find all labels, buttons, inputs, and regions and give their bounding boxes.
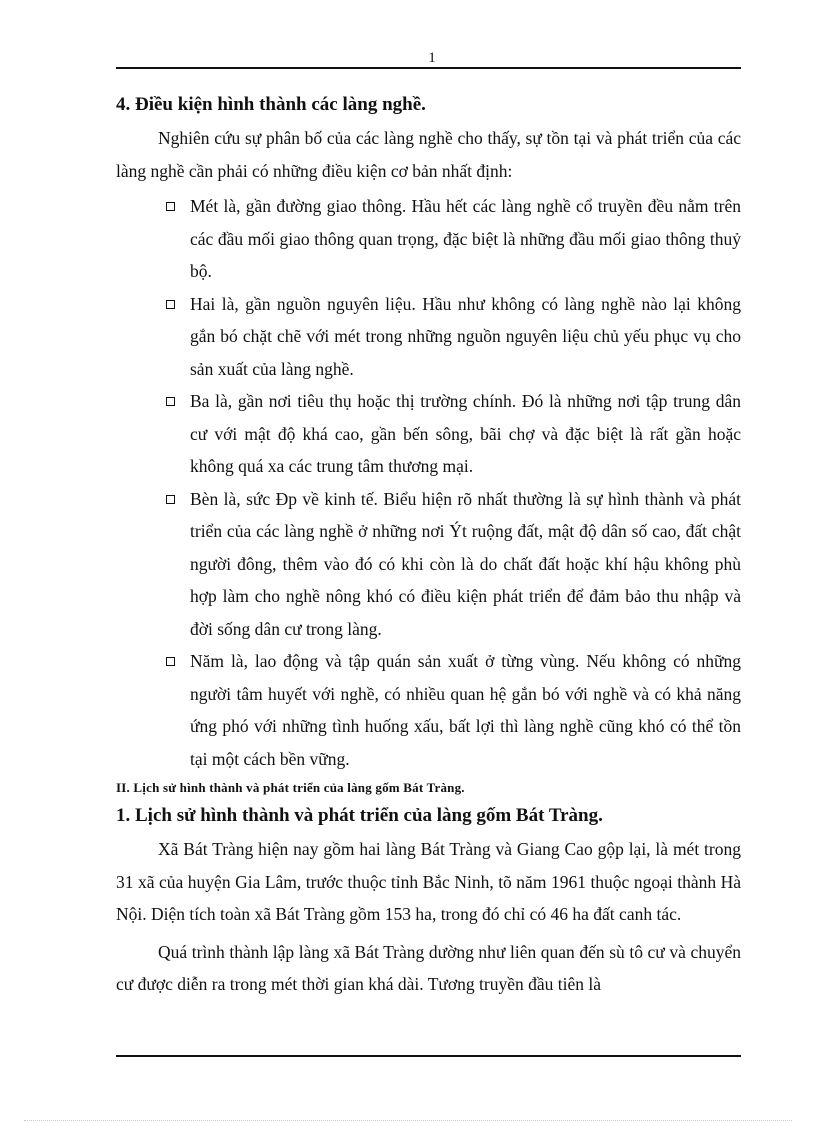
section-II-heading: II. Lịch sử hình thành và phát triển của làng gốm Bát Tràng.: [116, 780, 465, 795]
square-bullet-icon: [166, 657, 175, 666]
square-bullet-icon: [166, 495, 175, 504]
list-item: [116, 385, 741, 483]
section-4-heading: 4. Điều kiện hình thành các làng nghề.: [116, 94, 426, 115]
document-body: [116, 88, 741, 1001]
header-rule: [116, 67, 741, 69]
section-4-intro: Nghiên cứu sự phân bố của các làng nghề cho thấy, sự tồn tại và phát triển của các làng nghề cần phải có những điều kiện cơ bản nhất định:: [116, 128, 741, 181]
section-1-paragraph: Xã Bát Tràng hiện nay gồm hai làng Bát Tràng và Giang Cao gộp lại, là mét trong 31 xã của huyện Gia Lâm, trước thuộc tỉnh Bắc Ninh, tõ năm 1961 thuộc ngoại thành Hà Nội. Diện tích toàn xã Bát Tràng gồm 153 ha, trong đó chỉ có 46 ha đất canh tác.: [116, 839, 741, 924]
footer-rule: [116, 1055, 741, 1057]
list-item-text: Hai là, gần nguồn nguyên liệu. Hầu như không có làng nghề nào lại không gắn bó chặt chẽ với mét trong những nguồn nguyên liệu chủ yếu phục vụ cho sản xuất của làng nghề.: [190, 293, 741, 379]
list-item: [116, 645, 741, 775]
square-bullet-icon: [166, 300, 175, 309]
square-bullet-icon: [166, 397, 175, 406]
list-item: [116, 190, 741, 288]
page-bottom-border: [24, 1120, 792, 1121]
list-item-text: Năm là, lao động và tập quán sản xuất ở từng vùng. Nếu không có những người tâm huyết với nghề, có nhiều quan hệ gắn bó với nghề và có khả năng ứng phó với những tình huống xấu, bất lợi thì làng nghề cũng khó có thể tồn tại một cách bền vững.: [190, 651, 741, 769]
conditions-list: [116, 190, 741, 775]
list-item-text: Ba là, gần nơi tiêu thụ hoặc thị trường chính. Đó là những nơi tập trung dân cư với mật độ khá cao, gần bến sông, bãi chợ và đặc biệt là rất gần hoặc không quá xa các trung tâm thương mại.: [190, 391, 741, 476]
section-1-heading: 1. Lịch sử hình thành và phát triển của làng gốm Bát Tràng.: [116, 805, 603, 826]
square-bullet-icon: [166, 202, 175, 211]
list-item-text: Mét là, gần đường giao thông. Hầu hết các làng nghề cổ truyền đều nằm trên các đầu mối giao thông quan trọng, đặc biệt là những đầu mối giao thông thuỷ bộ.: [190, 196, 741, 281]
list-item-text: Bèn là, sức Ðp về kinh tế. Biểu hiện rõ nhất thường là sự hình thành và phát triển của các làng nghề ở những nơi Ýt ruộng đất, mật độ dân số cao, đất chật người đông, thêm vào đó có khi còn là do chất đất hoặc khí hậu không phù hợp làm cho nghề nông khó có điều kiện phát triển để đảm bảo thu nhập và đời sống dân cư trong làng.: [190, 488, 741, 639]
page-number: 1: [428, 50, 436, 66]
list-item: [116, 483, 741, 646]
section-1-paragraph: Quá trình thành lập làng xã Bát Tràng dường như liên quan đến sù tô cư và chuyển cư được diễn ra trong mét thời gian khá dài. Tương truyền đầu tiên là: [116, 941, 741, 994]
list-item: [116, 288, 741, 386]
